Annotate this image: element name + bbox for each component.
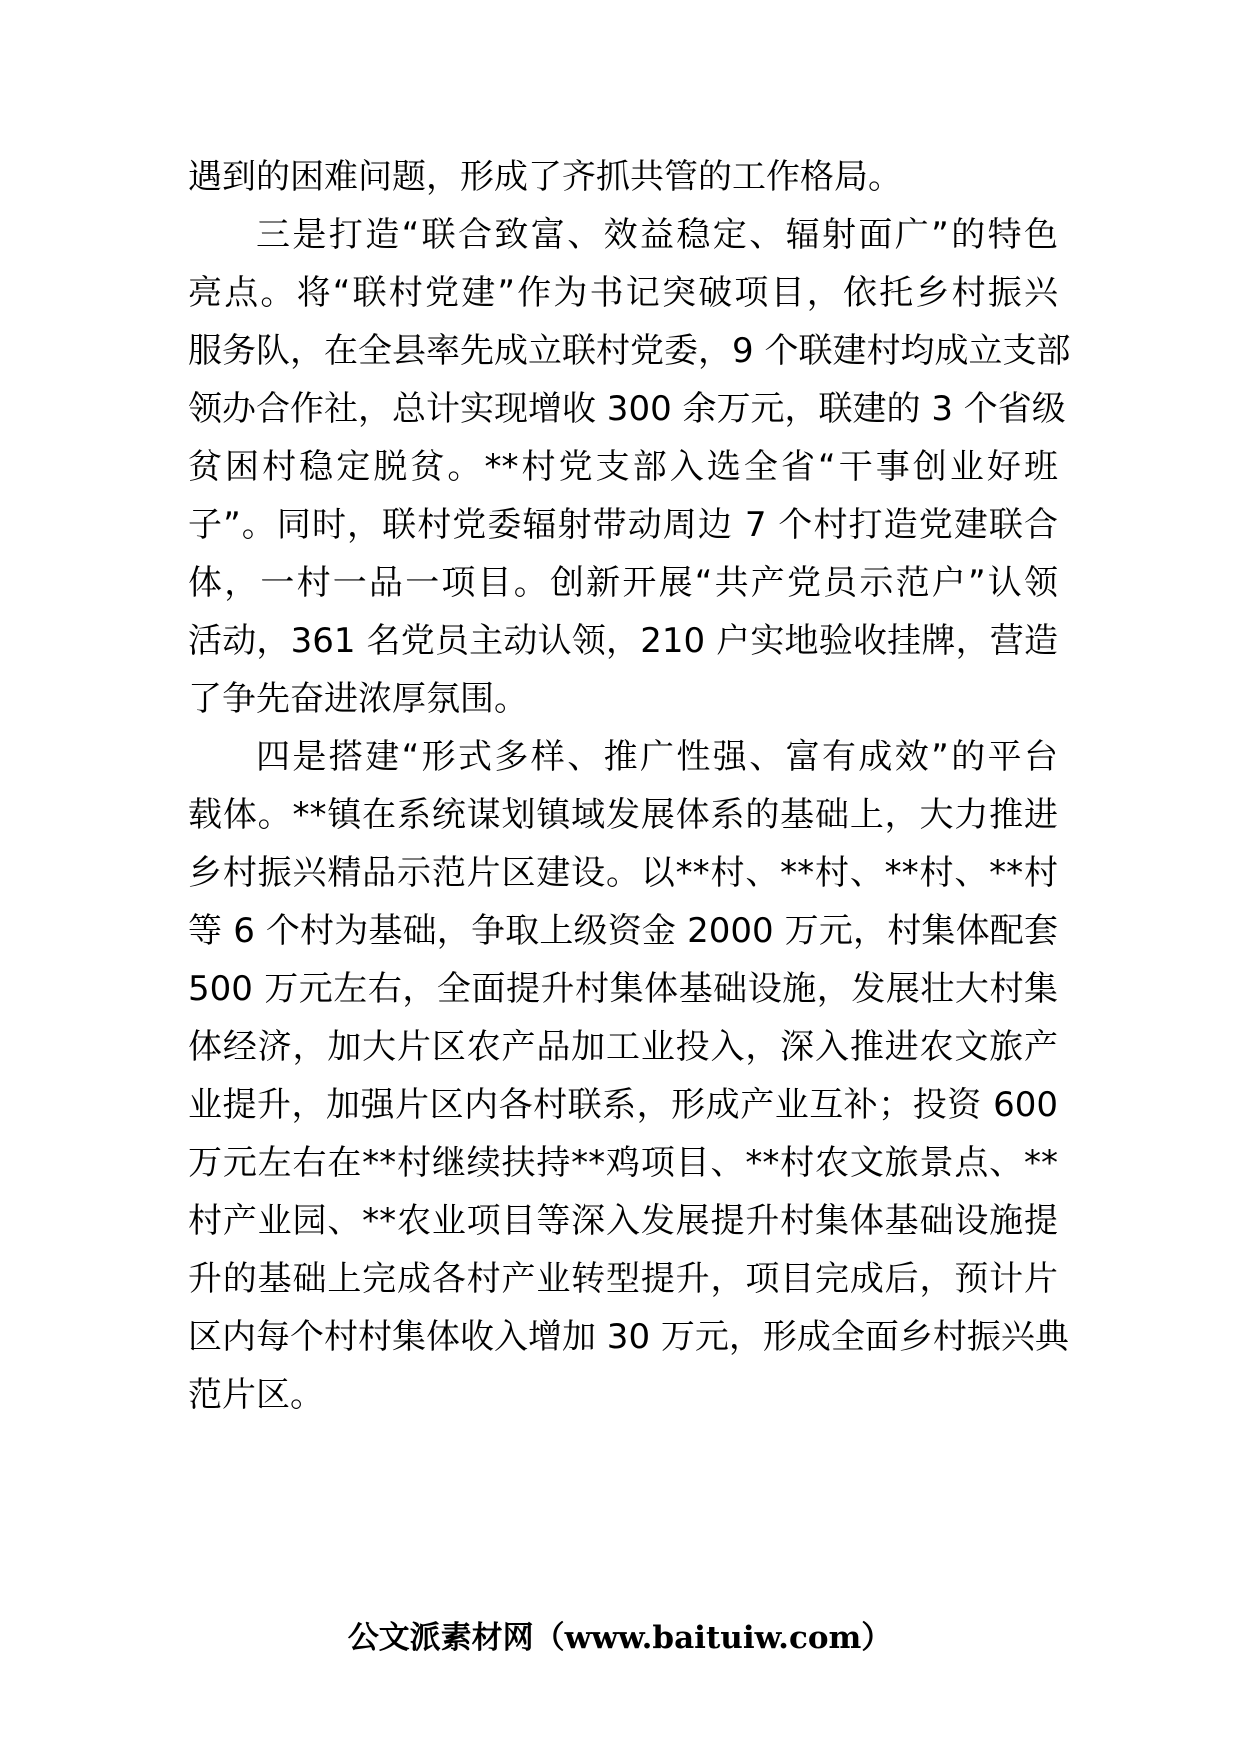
- paragraph-line: 业提升，加强片区内各村联系，形成产业互补；投资 600: [188, 1085, 1058, 1125]
- paragraph-line: 遇到的困难问题，形成了齐抓共管的工作格局。: [188, 157, 902, 197]
- paragraph-line: 贫困村稳定脱贫。**村党支部入选全省“干事创业好班: [188, 447, 1058, 487]
- paragraph-line: 亮点。将“联村党建”作为书记突破项目，依托乡村振兴: [188, 273, 1058, 313]
- paragraph-line: 体，一村一品一项目。创新开展“共产党员示范户”认领: [188, 563, 1058, 603]
- paragraph-line: 范片区。: [188, 1375, 324, 1415]
- paragraph-line: 区内每个村村集体收入增加 30 万元，形成全面乡村振兴典: [188, 1317, 1069, 1357]
- paragraph-line: 子”。同时，联村党委辐射带动周边 7 个村打造党建联合: [188, 505, 1058, 545]
- paragraph-line: 服务队，在全县率先成立联村党委，9 个联建村均成立支部: [188, 331, 1071, 371]
- paragraph-line: 四是搭建“形式多样、推广性强、富有成效”的平台: [256, 737, 1058, 777]
- paragraph-line: 乡村振兴精品示范片区建设。以**村、**村、**村、**村: [188, 853, 1058, 893]
- paragraph-line: 载体。**镇在系统谋划镇域发展体系的基础上，大力推进: [188, 795, 1058, 835]
- paragraph-line: 领办合作社，总计实现增收 300 余万元，联建的 3 个省级: [188, 389, 1066, 429]
- paragraph-line: 村产业园、**农业项目等深入发展提升村集体基础设施提: [188, 1201, 1058, 1241]
- paragraph-line: 500 万元左右，全面提升村集体基础设施，发展壮大村集: [188, 969, 1058, 1009]
- paragraph-line: 三是打造“联合致富、效益稳定、辐射面广”的特色: [256, 215, 1058, 255]
- paragraph-line: 活动，361 名党员主动认领，210 户实地验收挂牌，营造: [188, 621, 1058, 661]
- paragraph-line: 升的基础上完成各村产业转型提升，项目完成后，预计片: [188, 1259, 1058, 1299]
- footer-source: 公文派素材网（www.baituiw.com）: [347, 1620, 893, 1656]
- document-page: [188, 0, 1071, 1754]
- paragraph-line: 等 6 个村为基础，争取上级资金 2000 万元，村集体配套: [188, 911, 1058, 951]
- paragraph-line: 万元左右在**村继续扶持**鸡项目、**村农文旅景点、**: [188, 1143, 1058, 1183]
- paragraph-line: 了争先奋进浓厚氛围。: [188, 679, 528, 719]
- paragraph-line: 体经济，加大片区农产品加工业投入，深入推进农文旅产: [188, 1027, 1058, 1067]
